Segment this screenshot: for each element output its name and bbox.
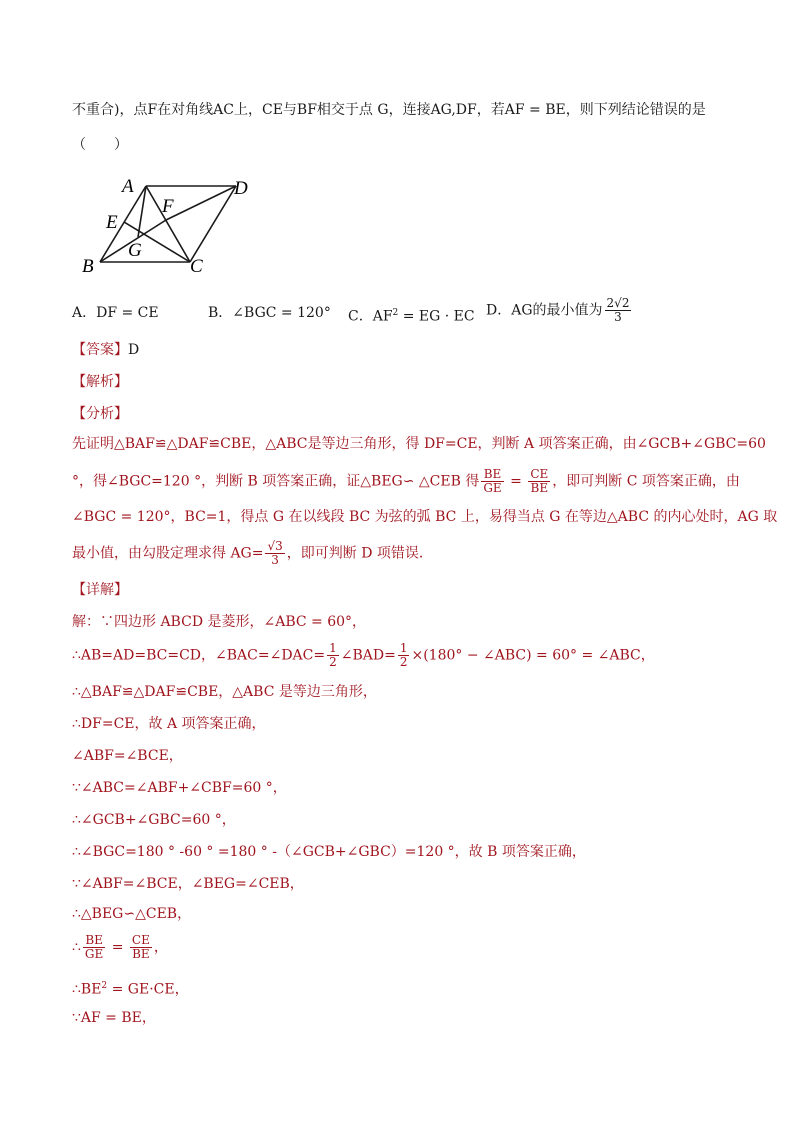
question-paren: （ ） bbox=[72, 137, 128, 153]
answer-label: 【答案】 bbox=[72, 342, 128, 358]
option-d[interactable] bbox=[486, 297, 633, 324]
analysis-f3-num: √3 bbox=[267, 539, 283, 553]
option-d-num: 2√2 bbox=[606, 296, 630, 310]
detail-line-9: ∵∠ABF=∠BCE，∠BEG=∠CEB， bbox=[72, 876, 304, 892]
detail-line-7: ∴∠GCB+∠GBC=60 °， bbox=[72, 812, 236, 828]
option-b[interactable]: B．∠BGC = 120° bbox=[208, 305, 331, 321]
detail-d11-b: ， bbox=[153, 939, 168, 956]
option-d-den: 3 bbox=[614, 310, 622, 324]
detail-f4-den: BE bbox=[132, 947, 150, 961]
analysis-f3-den: 3 bbox=[271, 553, 279, 567]
label-b: B bbox=[82, 256, 94, 276]
jiexi-label: 【解析】 bbox=[72, 374, 128, 390]
detail-line-10: ∴△BEG∽△CEB， bbox=[72, 906, 192, 922]
detail-frac-ce-be bbox=[130, 934, 152, 961]
detail-d12-a: ∴BE bbox=[72, 981, 102, 998]
detail-label: 【详解】 bbox=[72, 582, 128, 598]
detail-eq: = bbox=[107, 939, 128, 956]
label-a: A bbox=[122, 176, 134, 197]
detail-d2-b: ∠BAD= bbox=[340, 647, 396, 664]
detail-f1-num: 1 bbox=[329, 641, 337, 655]
detail-line-11 bbox=[72, 934, 168, 961]
option-c[interactable] bbox=[348, 303, 475, 327]
fenxi-label: 【分析】 bbox=[72, 406, 128, 422]
detail-frac-half-1 bbox=[327, 642, 339, 669]
detail-line-4: ∴DF=CE，故 A 项答案正确， bbox=[72, 716, 266, 732]
analysis-frac-sqrt3 bbox=[265, 540, 284, 567]
detail-d2-c: ×(180° − ∠ABC) = 60° = ∠ABC， bbox=[411, 647, 655, 664]
detail-line-6: ∵∠ABC=∠ABF+∠CBF=60 °， bbox=[72, 780, 287, 796]
answer-value: D bbox=[128, 342, 140, 358]
detail-d12-sup: 2 bbox=[101, 981, 108, 991]
detail-line-8: ∴∠BGC=180 ° -60 ° =180 ° -（∠GCB+∠GBC）=120 °，故 B 项答案正确， bbox=[72, 844, 586, 860]
rhombus-figure bbox=[76, 172, 256, 276]
detail-f2-den: 2 bbox=[399, 655, 408, 669]
analysis-frac-ce-be bbox=[528, 468, 550, 495]
option-d-prefix: D．AG的最小值为 bbox=[486, 302, 603, 319]
analysis-l4-b: ，即可判断 D 项错误． bbox=[286, 545, 433, 562]
analysis-f2-den: BE bbox=[530, 481, 549, 495]
detail-d2-a: ∴AB=AD=BC=CD，∠BAC=∠DAC= bbox=[72, 647, 326, 664]
option-c-prefix: C．AF bbox=[348, 308, 393, 325]
detail-line-1: 解：∵四边形 ABCD 是菱形，∠ABC = 60°， bbox=[72, 614, 367, 630]
analysis-l2-b: ，即可判断 C 项答案正确，由 bbox=[552, 473, 740, 490]
label-f: F bbox=[162, 196, 174, 217]
option-a[interactable]: A．DF = CE bbox=[72, 305, 159, 321]
question-line-1: 不重合)，点F在对角线AC上，CE与BF相交于点 G，连接AG,DF，若AF = BE，则下列结论错误的是 bbox=[72, 102, 706, 118]
analysis-frac-be-ge bbox=[481, 468, 503, 495]
analysis-l2-a: °，得∠BGC=120 °，判断 B 项答案正确，证△BEG∽ △CEB 得 bbox=[72, 473, 480, 490]
analysis-line-1: 先证明△BAF≌△DAF≌CBE，△ABC是等边三角形，得 DF=CE，判断 A 项答案正确，由∠GCB+∠GBC=60 bbox=[72, 436, 766, 452]
detail-line-12 bbox=[72, 976, 189, 1000]
analysis-f1-den: GE bbox=[483, 481, 502, 495]
analysis-line-4 bbox=[72, 540, 433, 567]
answer-line bbox=[72, 340, 139, 360]
analysis-line-3: ∠BGC = 120°，BC=1，得点 G 在以线段 BC 为弦的弧 BC 上，易得当点 G 在等边△ABC 的内心处时，AG 取 bbox=[72, 509, 778, 525]
analysis-eq: = bbox=[505, 473, 527, 490]
detail-line-5: ∠ABF=∠BCE， bbox=[72, 748, 183, 764]
detail-d12-b: = GE·CE， bbox=[107, 981, 189, 998]
detail-f1-den: 2 bbox=[329, 655, 337, 669]
detail-line-13: ∵AF = BE， bbox=[72, 1010, 156, 1026]
analysis-f1-num: BE bbox=[481, 468, 503, 482]
detail-f4-num: CE bbox=[131, 933, 150, 947]
label-g: G bbox=[128, 240, 142, 261]
detail-d11-a: ∴ bbox=[72, 939, 81, 956]
detail-line-3: ∴△BAF≌△DAF≌CBE，△ABC 是等边三角形， bbox=[72, 684, 377, 700]
detail-f3-den: GE bbox=[84, 947, 104, 961]
option-c-sup: 2 bbox=[392, 308, 399, 318]
label-d: D bbox=[234, 178, 248, 199]
detail-f2-num: 1 bbox=[399, 641, 408, 655]
detail-line-2 bbox=[72, 642, 655, 669]
options-row bbox=[72, 296, 722, 327]
analysis-f2-num: CE bbox=[530, 467, 549, 481]
detail-frac-half-2 bbox=[398, 642, 410, 669]
detail-frac-be-ge bbox=[83, 934, 105, 961]
analysis-l4-a: 最小值，由勾股定理求得 AG= bbox=[72, 545, 264, 562]
detail-f3-num: BE bbox=[83, 934, 105, 948]
label-e: E bbox=[106, 212, 118, 233]
option-c-suffix: = EG · EC bbox=[398, 308, 475, 325]
label-c: C bbox=[190, 256, 203, 276]
analysis-line-2 bbox=[72, 468, 740, 495]
option-d-fraction bbox=[605, 297, 632, 324]
